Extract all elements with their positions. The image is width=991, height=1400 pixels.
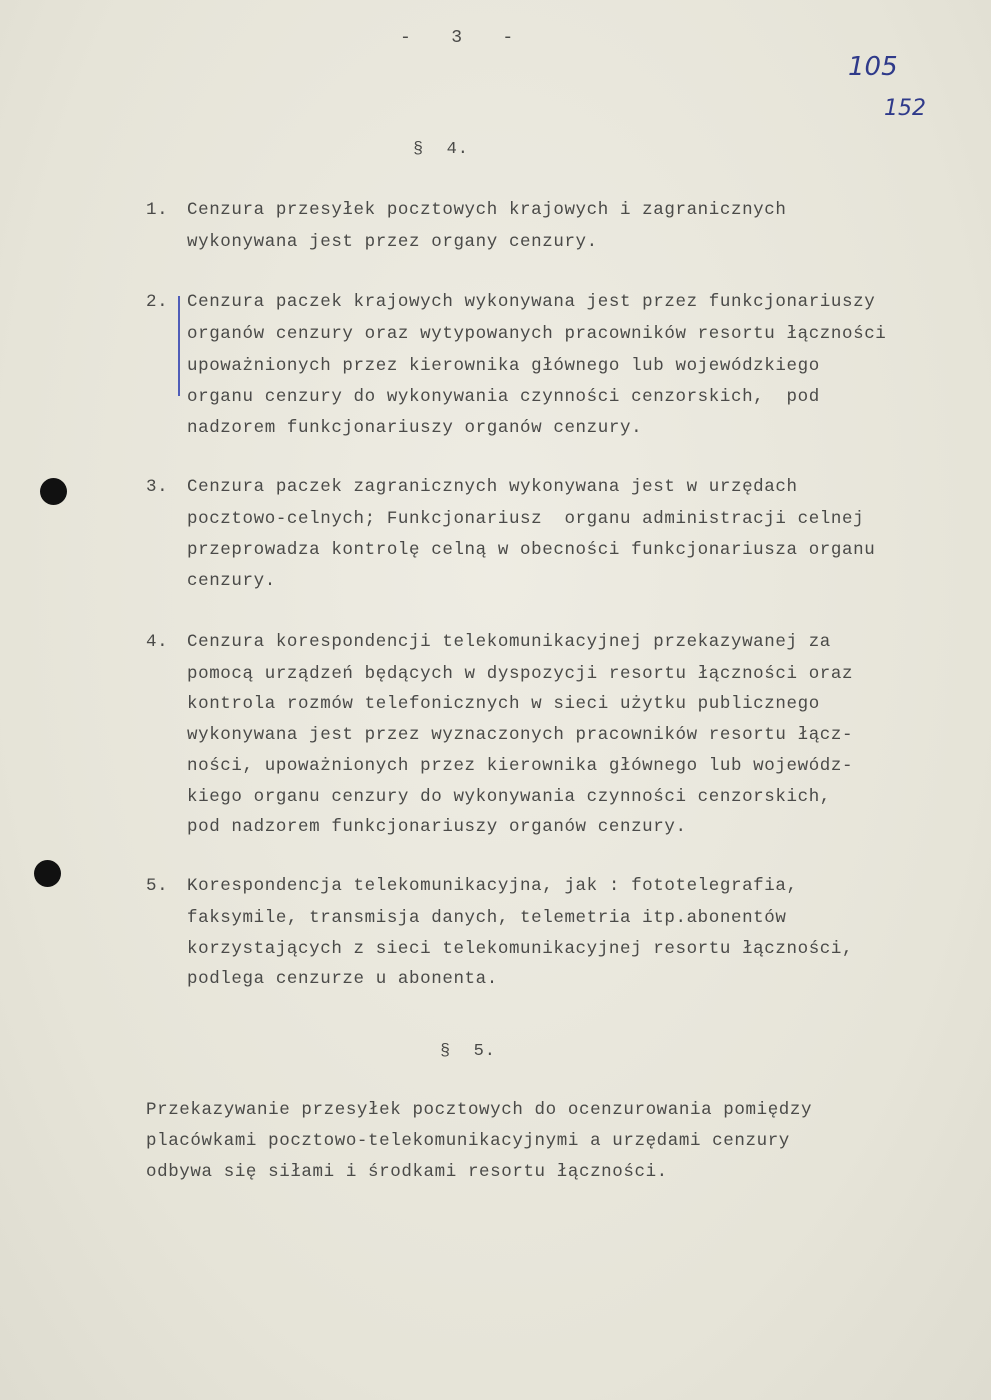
item-line: wykonywana jest przez wyznaczonych pracowników resortu łącz- [187, 725, 854, 745]
item-number: 2. [146, 292, 169, 312]
handwritten-folio-bottom: 152 [884, 96, 926, 121]
section-5-heading: § 5. [440, 1042, 497, 1061]
item-line: wykonywana jest przez organy cenzury. [187, 232, 598, 252]
item-line: pod nadzorem funkcjonariuszy organów cenzury. [187, 817, 687, 837]
item-line: pocztowo-celnych; Funkcjonariusz organu administracji celnej [187, 509, 865, 529]
item-line: podlega cenzurze u abonenta. [187, 969, 498, 989]
item-line: kontrola rozmów telefonicznych w sieci użytku publicznego [187, 694, 820, 714]
item-line: przeprowadza kontrolę celną w obecności funkcjonariusza organu [187, 540, 876, 560]
item-line: pomocą urządzeń będących w dyspozycji resortu łączności oraz [187, 664, 854, 684]
item-number: 1. [146, 200, 169, 220]
punch-hole [34, 860, 61, 887]
item-line: Cenzura korespondencji telekomunikacyjnej przekazywanej za [187, 632, 831, 652]
item-line: korzystających z sieci telekomunikacyjnej resortu łączności, [187, 939, 854, 959]
section-4-heading: § 4. [413, 140, 470, 159]
item-line: Cenzura paczek zagranicznych wykonywana jest w urzędach [187, 477, 798, 497]
item-line: organów cenzury oraz wytypowanych pracowników resortu łączności [187, 324, 887, 344]
item-line: cenzury. [187, 571, 276, 591]
item-line: Korespondencja telekomunikacyjna, jak : fototelegrafia, [187, 876, 798, 896]
paragraph-line: placówkami pocztowo-telekomunikacyjnymi a urzędami cenzury [146, 1131, 790, 1151]
item-line: upoważnionych przez kierownika głównego lub wojewódzkiego [187, 356, 820, 376]
item-line: organu cenzury do wykonywania czynności cenzorskich, pod [187, 387, 820, 407]
item-line: ności, upoważnionych przez kierownika głównego lub wojewódz- [187, 756, 854, 776]
item-line: faksymile, transmisja danych, telemetria itp.abonentów [187, 908, 787, 928]
paragraph-line: odbywa się siłami i środkami resortu łączności. [146, 1162, 668, 1182]
paragraph-line: Przekazywanie przesyłek pocztowych do ocenzurowania pomiędzy [146, 1100, 813, 1120]
page-number: - 3 - [400, 28, 516, 48]
handwritten-folio-top: 105 [848, 52, 898, 82]
item-number: 3. [146, 477, 169, 497]
margin-annotation-line [178, 296, 180, 396]
item-number: 4. [146, 632, 169, 652]
punch-hole [40, 478, 67, 505]
item-line: Cenzura przesyłek pocztowych krajowych i zagranicznych [187, 200, 787, 220]
item-line: nadzorem funkcjonariuszy organów cenzury. [187, 418, 643, 438]
item-line: Cenzura paczek krajowych wykonywana jest przez funkcjonariuszy [187, 292, 876, 312]
item-number: 5. [146, 876, 169, 896]
item-line: kiego organu cenzury do wykonywania czynności cenzorskich, [187, 787, 831, 807]
